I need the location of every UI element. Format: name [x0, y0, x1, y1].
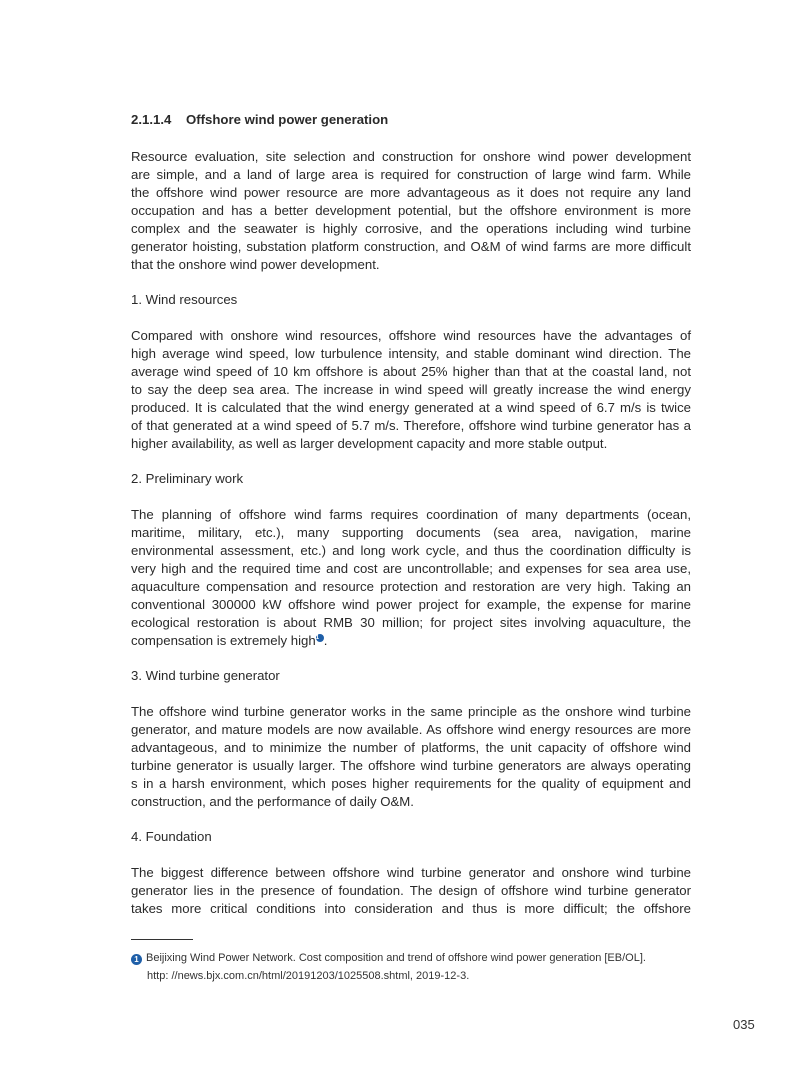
text-fragment: compensation is extremely high: [131, 633, 316, 648]
footnote-line: [131, 949, 711, 967]
text-line: the offshore wind power resource are more advantageous as it does not require any land: [131, 185, 691, 200]
text-line: complex and the seawater is highly corrosive, and the operations including wind turbine: [131, 221, 691, 236]
text-line: produced. It is calculated that the wind energy generated at a wind speed of 6.7 m/s is twice: [131, 400, 691, 415]
text-line: that the onshore wind power development.: [131, 257, 380, 272]
page-body: [131, 111, 691, 935]
subheading-wind-turbine-generator: 3. Wind turbine generator: [131, 668, 280, 683]
text-fragment: .: [323, 633, 328, 648]
text-line: of that generated at a wind speed of 5.7 m/s. Therefore, offshore wind turbine generator has a: [131, 418, 691, 433]
wind-resources-paragraph: [131, 327, 691, 453]
subheading-wind-resources: 1. Wind resources: [131, 292, 238, 307]
text-line: ecological restoration is about RMB 30 million; for project sites involving aquaculture, the: [131, 615, 691, 630]
text-line: Resource evaluation, site selection and construction for onshore wind power development: [131, 149, 691, 164]
footnote-ref-link[interactable]: 1: [316, 634, 324, 642]
text-line: are simple, and a land of large area is required for construction of large wind farm. While: [131, 167, 691, 182]
text-line: higher availability, as well as larger development capacity and more stable output.: [131, 436, 608, 451]
footnote: [131, 949, 711, 985]
text-line: construction, and the performance of daily O&M.: [131, 794, 414, 809]
text-line: The biggest difference between offshore wind turbine generator and onshore wind turbine: [131, 865, 691, 880]
text-line: environmental assessment, etc.) and long work cycle, and thus the coordination difficulty is: [131, 543, 691, 558]
text-line: to say the deep sea area. The increase in wind speed will greatly increase the wind energy: [131, 382, 691, 397]
text-line: turbine generator is usually larger. The offshore wind turbine generators are always operating: [131, 758, 691, 773]
footnote-text: Beijixing Wind Power Network. Cost composition and trend of offshore wind power generation [EB/OL].: [146, 952, 646, 964]
subheading-preliminary-work: 2. Preliminary work: [131, 471, 244, 486]
text-line: The offshore wind turbine generator works in the same principle as the onshore wind turbine: [131, 704, 691, 719]
wind-turbine-paragraph: [131, 703, 691, 811]
text-line: takes more critical conditions into consideration and thus is more difficult; the offshore: [131, 901, 691, 916]
preliminary-work-paragraph: [131, 506, 691, 650]
text-line: advantageous, and to minimize the number of platforms, the unit capacity of offshore wind: [131, 740, 691, 755]
text-line: average wind speed of 10 km offshore is about 25% higher than that at the coastal land, not: [131, 364, 691, 379]
footnote-url: http: //news.bjx.com.cn/html/20191203/1025508.shtml, 2019-12-3.: [147, 970, 470, 982]
section-heading: 2.1.1.4 Offshore wind power generation: [131, 112, 389, 127]
text-line: generator hoisting, substation platform construction, and O&M of wind farms are more difficult: [131, 239, 691, 254]
text-line: aquaculture compensation and resource protection and restoration are very high. Taking an: [131, 579, 691, 594]
text-line: [131, 632, 691, 650]
text-line: generator, and mature models are now available. As offshore wind energy resources are more: [131, 722, 691, 737]
text-line: generator lies in the presence of foundation. The design of offshore wind turbine generator: [131, 883, 691, 898]
text-line: high average wind speed, low turbulence intensity, and stable dominant wind direction. The: [131, 346, 691, 361]
text-line: occupation and has a better development potential, but the offshore environment is more: [131, 203, 691, 218]
text-line: maritime, military, etc.), many supporting documents (sea area, navigation, marine: [131, 525, 691, 540]
text-line: very high and the required time and cost are uncontrollable; and expenses for sea area use,: [131, 561, 691, 576]
text-line: The planning of offshore wind farms requires coordination of many departments (ocean,: [131, 507, 691, 522]
intro-paragraph: [131, 148, 691, 274]
text-line: s in a harsh environment, which poses higher requirements for the quality of equipment and: [131, 776, 691, 791]
subheading-foundation: 4. Foundation: [131, 829, 212, 844]
footnote-number-icon: 1: [131, 954, 142, 965]
footnote-divider: [131, 939, 193, 940]
text-line: Compared with onshore wind resources, offshore wind resources have the advantages of: [131, 328, 691, 343]
page-number: 035: [733, 1017, 755, 1032]
foundation-paragraph: [131, 864, 691, 918]
text-line: conventional 300000 kW offshore wind power project for example, the expense for marine: [131, 597, 691, 612]
